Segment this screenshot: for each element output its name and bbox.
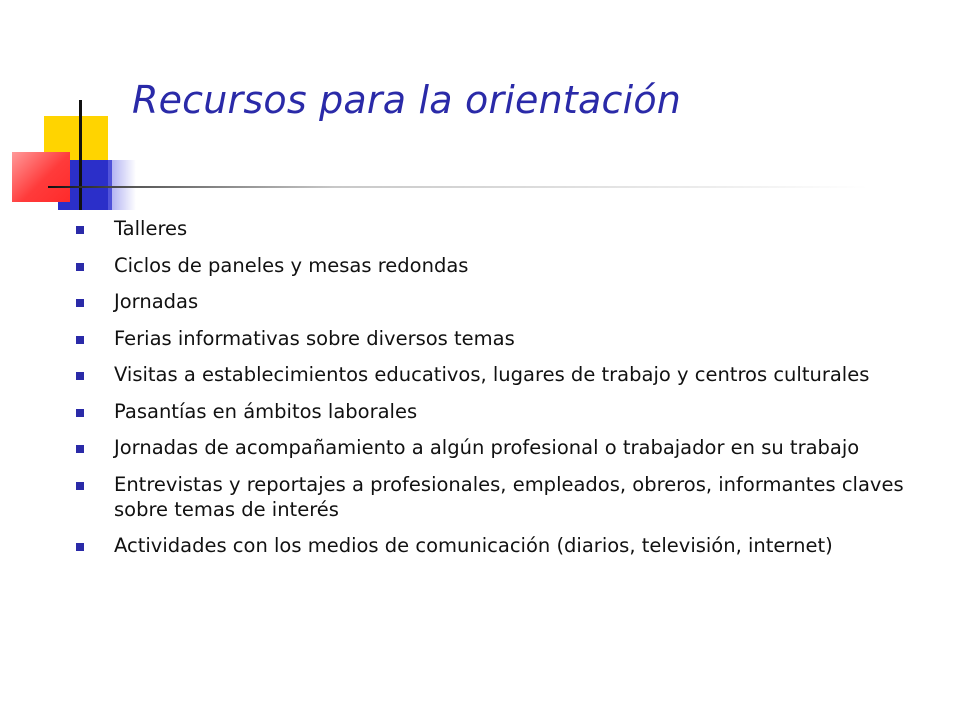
square-bullet-icon (76, 409, 84, 417)
square-bullet-icon (76, 482, 84, 490)
square-bullet-icon (76, 263, 84, 271)
red-square-shape (12, 152, 70, 202)
square-bullet-icon (76, 299, 84, 307)
bullet-item (76, 326, 936, 351)
bullet-text: Ferias informativas sobre diversos temas (114, 326, 515, 350)
square-bullet-icon (76, 226, 84, 234)
bullet-text: Pasantías en ámbitos laborales (114, 399, 418, 423)
bullet-text: Actividades con los medios de comunicación (diarios, televisión, internet) (114, 534, 833, 557)
square-bullet-icon (76, 445, 84, 453)
bullet-item (76, 472, 936, 522)
bullet-list (76, 216, 936, 570)
bullet-item (76, 533, 936, 558)
bullet-text: Visitas a establecimientos educativos, lugares de trabajo y centros culturales (114, 363, 870, 386)
blue-fade-shape (108, 160, 136, 210)
bullet-text: Entrevistas y reportajes a profesionales, empleados, obreros, informantes claves sobre temas de interés (114, 472, 904, 521)
slide-title: Recursos para la orientación (132, 78, 682, 122)
bullet-item (76, 216, 936, 241)
bullet-item (76, 435, 936, 460)
bullet-text: Ciclos de paneles y mesas redondas (114, 253, 469, 277)
bullet-item (76, 289, 936, 314)
bullet-item (76, 253, 936, 278)
square-bullet-icon (76, 336, 84, 344)
bullet-text: Talleres (114, 217, 188, 240)
bullet-item (76, 399, 936, 424)
vertical-rule (79, 100, 82, 210)
title-underline-rule (48, 186, 868, 188)
bullet-text: Jornadas de acompañamiento a algún profesional o trabajador en su trabajo (114, 436, 860, 459)
square-bullet-icon (76, 372, 84, 380)
bullet-item (76, 362, 936, 387)
square-bullet-icon (76, 543, 84, 551)
bullet-text: Jornadas (114, 290, 199, 313)
